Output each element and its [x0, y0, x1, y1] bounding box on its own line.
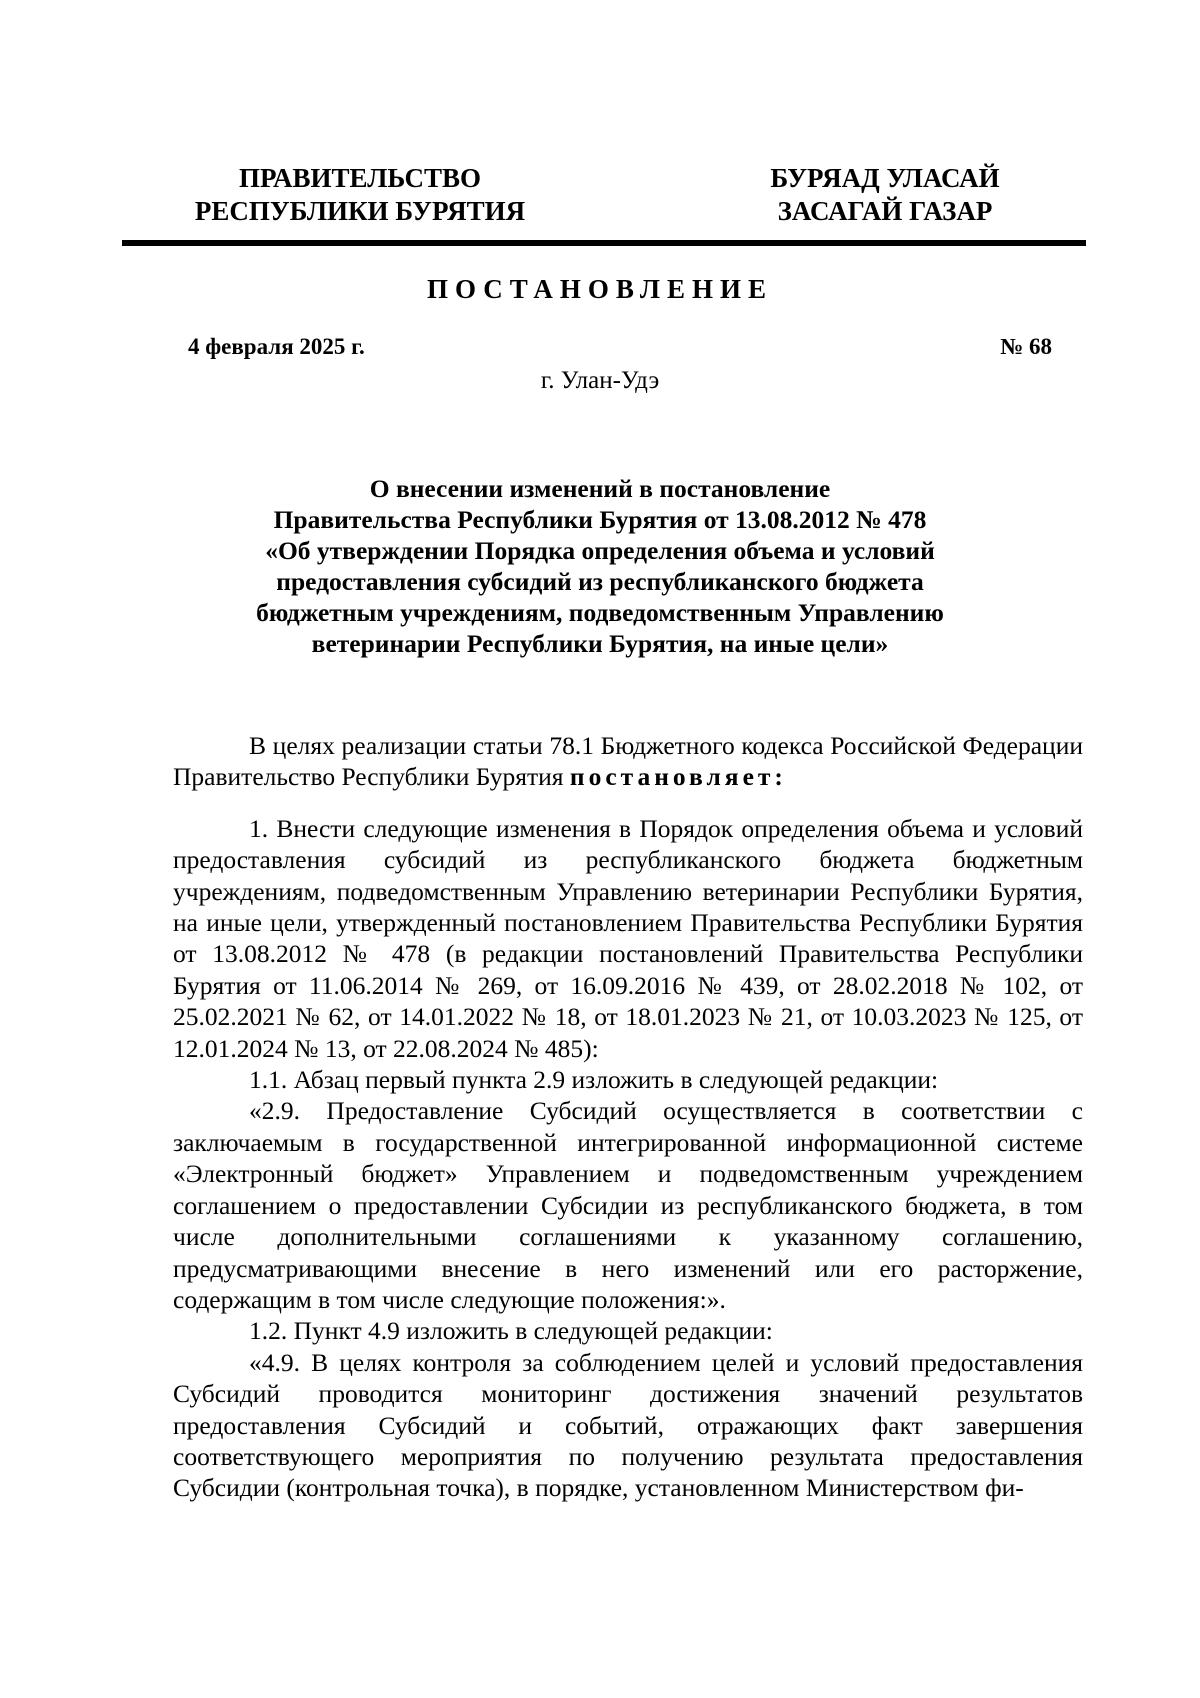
- subject-line: О внесении изменений в постановление: [369, 474, 831, 503]
- document-date: 4 февраля 2025 г.: [188, 334, 365, 359]
- header-left-line2: РЕСПУБЛИКИ БУРЯТИЯ: [194, 196, 526, 226]
- government-header-russian: [150, 162, 570, 228]
- preamble-paragraph: [173, 730, 1083, 793]
- body-paragraph: 1. Внести следующие изменения в Порядок определения объема и условий предоставления субсидий из республиканского бюджета бюджетным учреждениям, подведомственным Управлению ветеринарии Республики Бурятия, на иные цели, утвержденный постановлением Правительства Республики Бурятия от 13.08.2012 № 478 (в редакции постановлений Правительства Республики Бурятия от 11.06.2014 № 269, от 16.09.2016 № 439, от 28.02.2018 № 102, от 25.02.2021 № 62, от 14.01.2022 № 18, от 18.01.2023 № 21, от 10.03.2023 № 125, от 12.01.2024 № 13, от 22.08.2024 № 485):: [173, 813, 1083, 1063]
- government-header-buryat: [705, 162, 1065, 228]
- body-paragraph: 1.1. Абзац первый пункта 2.9 изложить в следующей редакции:: [249, 1065, 939, 1095]
- subject-line: бюджетным учреждениям, подведомственным Управлению: [256, 598, 944, 627]
- header-right-line1: БУРЯАД УЛАСАЙ: [770, 163, 1000, 193]
- document-body: [173, 730, 1083, 1504]
- preamble-text: В целях реализации статьи 78.1 Бюджетного кодекса Российской Федерации Правительство Республики Бурятия: [173, 731, 1083, 792]
- header-right-line2: ЗАСАГАЙ ГАЗАР: [777, 196, 993, 226]
- document-number: № 68: [1000, 334, 1052, 359]
- header-divider: [122, 240, 1086, 246]
- document-type-title: ПОСТАНОВЛЕНИЕ: [426, 274, 774, 304]
- subject-line: «Об утверждении Порядка определения объема и условий: [265, 536, 935, 565]
- subject-line: ветеринарии Республики Бурятия, на иные цели»: [311, 629, 889, 658]
- body-paragraph: «4.9. В целях контроля за соблюдением целей и условий предоставления Субсидий проводится мониторинг достижения значений результатов предоставления Субсидий и событий, отражающих факт завершения соответствующего мероприятия по получению результата предоставления Субсидии (контрольная точка), в порядке, установленном Министерством фи-: [173, 1347, 1083, 1503]
- document-city: г. Улан-Удэ: [540, 367, 660, 394]
- subject-line: Правительства Республики Бурятия от 13.08.2012 № 478: [273, 505, 927, 534]
- document-subject: [200, 473, 1000, 659]
- body-paragraph: «2.9. Предоставление Субсидий осуществляется в соответствии с заключаемым в государственной интегрированной информационной системе «Электронный бюджет» Управлением и подведомственным учреждением соглашением о предоставлении Субсидии из республиканского бюджета, в том числе дополнительными соглашениями к указанному соглашению, предусматривающими внесение в него изменений или его расторжение, содержащим в том числе следующие положения:».: [173, 1096, 1083, 1314]
- subject-line: предоставления субсидий из республиканского бюджета: [276, 567, 924, 596]
- body-paragraph: 1.2. Пункт 4.9 изложить в следующей редакции:: [249, 1316, 773, 1346]
- preamble-keyword: постановляет:: [569, 762, 787, 792]
- header-left-line1: ПРАВИТЕЛЬСТВО: [238, 163, 482, 193]
